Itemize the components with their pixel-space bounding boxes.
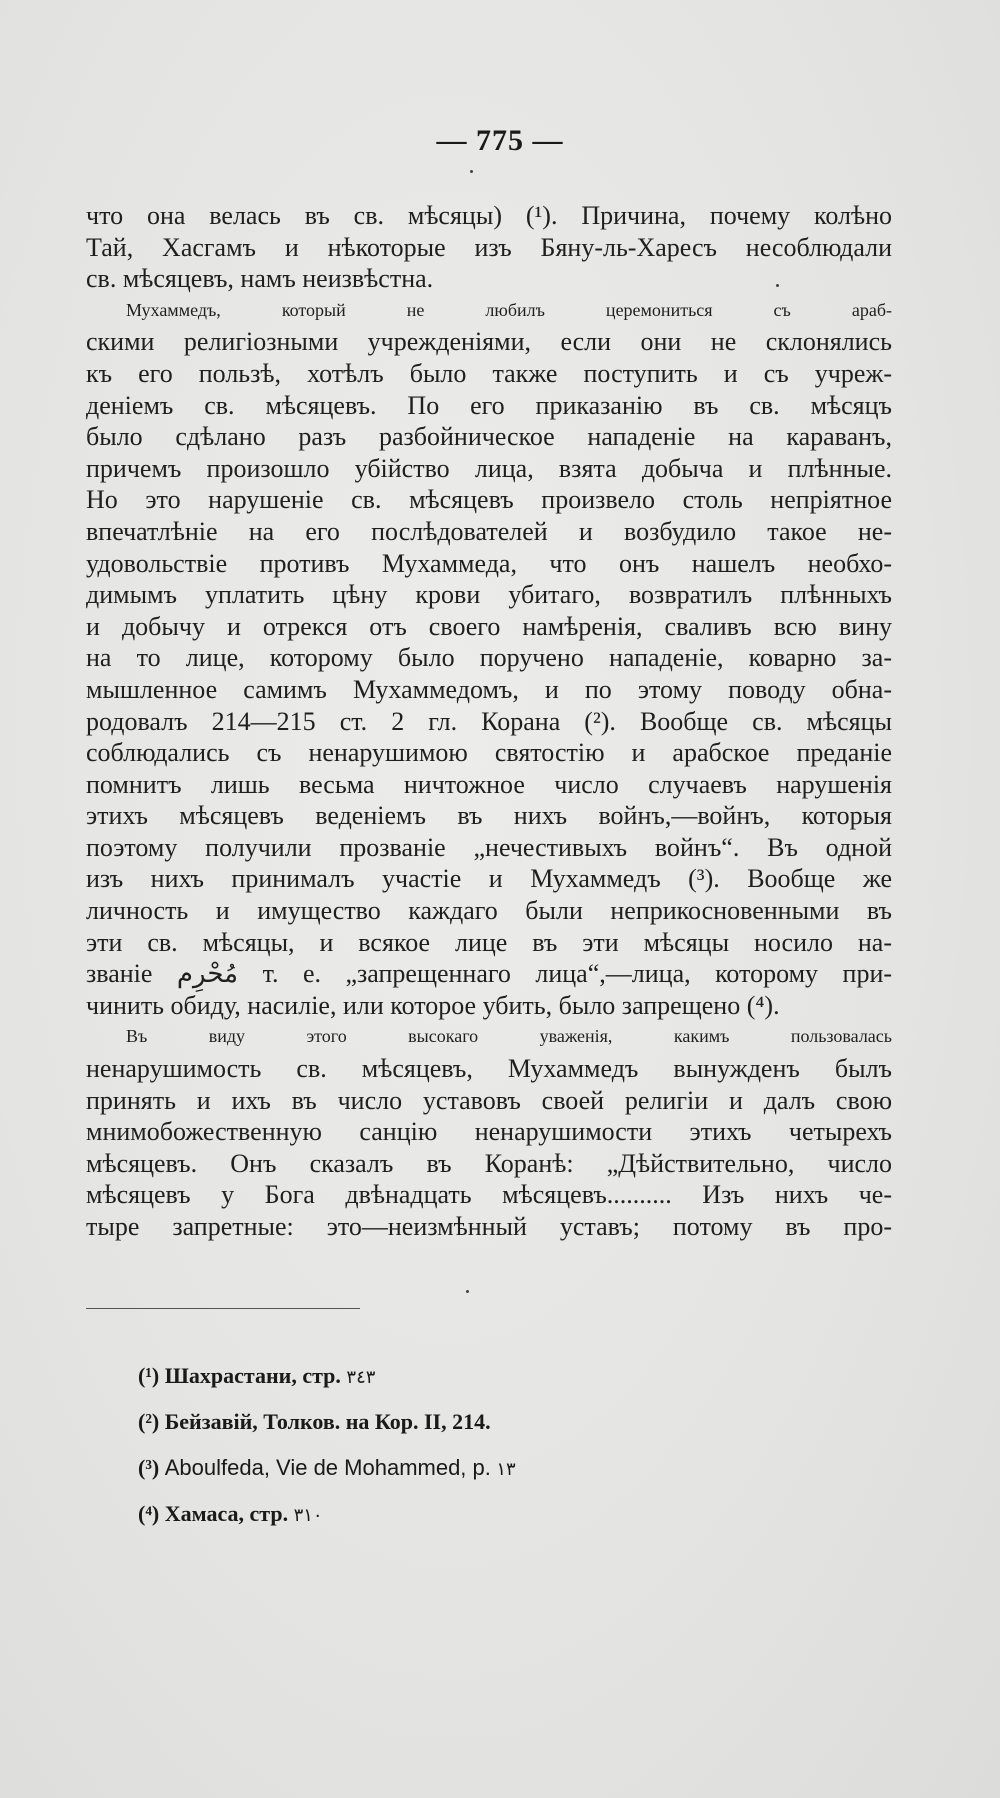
text-line: изъ нихъ принималъ участіе и Мухаммедъ (³). Вообще же <box>86 864 892 894</box>
text-line: тыре запретные: это—неизмѣнный уставъ; потому въ про- <box>86 1212 892 1241</box>
text-line: личность и имущество каждаго были неприкосновенными въ <box>86 896 892 926</box>
text-line: деніемъ св. мѣсяцевъ. По его приказанію въ св. мѣсяцъ <box>86 390 892 420</box>
ink-speck <box>466 1290 469 1293</box>
text-line: званіе مُحْرِم т. е. „запрещеннаго лица“,—лица, которому при- <box>86 959 893 989</box>
text-line: мышленное самимъ Мухаммедомъ, и по этому поводу обна- <box>86 674 892 704</box>
text-line: что она велась въ св. мѣсяцы) (¹). Причина, почему колѣно <box>86 201 892 230</box>
text-line: поэтому получили прозваніе „нечестивыхъ войнъ“. Въ одной <box>86 832 892 862</box>
text-line: Въ виду этого высокаго уваженія, какимъ пользовалась <box>126 1026 892 1047</box>
footnote-page-ref: ٣٤٣ <box>346 1367 376 1388</box>
text-line: ненарушимость св. мѣсяцевъ, Мухаммедъ вынужденъ былъ <box>86 1054 892 1084</box>
text-line: причемъ произошло убійство лица, взята добыча и плѣнные. <box>86 453 892 483</box>
page-number: — 775 — <box>436 124 564 157</box>
footnote-mark: (¹) <box>138 1363 160 1388</box>
text-line: и добычу и отрекся отъ своего намѣренія, сваливъ всю вину <box>86 611 892 641</box>
footnote-text: Шахрастани, стр. <box>164 1363 341 1388</box>
ink-speck <box>776 284 779 287</box>
footnote-mark: (³) <box>138 1455 160 1480</box>
footnote-page-ref: ١٣ <box>496 1459 516 1480</box>
footnote-text: Бейзавій, Толков. на Кор. II, 214. <box>164 1409 491 1434</box>
ink-speck <box>470 170 473 173</box>
text-line: было сдѣлано разъ разбойническое нападеніе на караванъ, <box>86 422 892 452</box>
text-line: къ его пользѣ, хотѣлъ было также поступить и съ учреж- <box>86 358 892 388</box>
text-line: Но это нарушеніе св. мѣсяцевъ произвело столь непріятное <box>86 485 892 515</box>
footnote-text: Aboulfeda, Vie de Mohammed, p. <box>164 1455 491 1480</box>
footnote-mark: (²) <box>138 1409 160 1434</box>
text-line: эти св. мѣсяцы, и всякое лице въ эти мѣсяцы носило на- <box>86 927 892 957</box>
text-line: соблюдались съ ненарушимою святостію и арабское преданіе <box>86 738 892 768</box>
text-line: на то лице, которому было поручено нападеніе, коварно за- <box>86 643 892 673</box>
footnote <box>138 1494 898 1540</box>
text-line: св. мѣсяцевъ, намъ неизвѣстна. <box>86 264 434 294</box>
text-line: Тай, Хасгамъ и нѣкоторые изъ Бяну-ль-Харесъ несоблюдали <box>86 232 892 262</box>
text-line: мѣсяцевъ. Онъ сказалъ въ Коранѣ: „Дѣйствительно, число <box>86 1148 892 1178</box>
text-line: чинить обиду, насиліе, или которое убить, было запрещено (⁴). <box>86 990 780 1020</box>
text-line: мѣсяцевъ у Бога двѣнадцать мѣсяцевъ.......... Изъ нихъ че- <box>86 1180 892 1210</box>
text-line: впечатлѣніе на его послѣдователей и возбудило такое не- <box>86 516 892 546</box>
text-line: димымъ уплатить цѣну крови убитаго, возвратилъ плѣнныхъ <box>86 580 892 610</box>
footnote <box>138 1448 898 1494</box>
main-text <box>86 200 892 1243</box>
footnote-divider <box>86 1308 360 1309</box>
text-line: родовалъ 214—215 ст. 2 гл. Корана (²). Вообще св. мѣсяцы <box>86 706 892 736</box>
text-line: помнитъ лишь весьма ничтожное число случаевъ нарушенія <box>86 769 892 799</box>
footnote-text: Хамаса, стр. <box>164 1501 289 1526</box>
text-line: удовольствіе противъ Мухаммеда, что онъ нашелъ необхо- <box>86 548 892 578</box>
text-line: принять и ихъ въ число уставовъ своей религіи и далъ свою <box>86 1085 892 1115</box>
text-line: этихъ мѣсяцевъ веденіемъ въ нихъ войнъ,—войнъ, которыя <box>86 801 892 831</box>
text-line: мнимобожественную санцію ненарушимости этихъ четырехъ <box>86 1117 892 1147</box>
footnotes <box>138 1356 898 1540</box>
text-line: скими религіозными учрежденіями, если они не склонялись <box>86 327 892 357</box>
footnote-page-ref: ٣١٠ <box>293 1505 323 1526</box>
footnote-mark: (⁴) <box>138 1501 160 1526</box>
footnote <box>138 1402 898 1448</box>
text-line: Мухаммедъ, который не любилъ церемониться съ араб- <box>126 299 892 320</box>
footnote <box>138 1356 898 1402</box>
